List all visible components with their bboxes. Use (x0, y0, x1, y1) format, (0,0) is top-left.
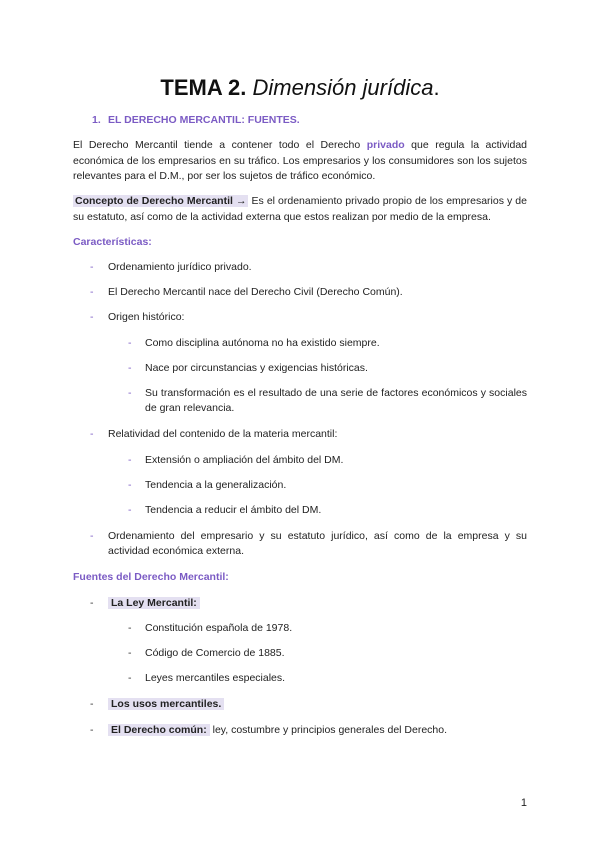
concept-text: Es el ordenamiento privado propio de los empresarios y de su estatuto, así como de la actividad externa que estos realizan por medio de la empresa. (73, 195, 527, 223)
list-item-text: Relatividad del contenido de la materia mercantil: (108, 428, 338, 440)
list-item (90, 697, 527, 712)
list-item (128, 478, 527, 493)
list-item-text: Como disciplina autónoma no ha existido siempre. (145, 337, 380, 349)
list-dash: - (90, 530, 94, 542)
list-item (128, 621, 527, 636)
title-period: . (433, 75, 440, 100)
list-dash: - (90, 597, 94, 609)
list-item-text: Tendencia a la generalización. (145, 479, 287, 491)
list-item-text: Ordenamiento del empresario y su estatuto jurídico, así como de la empresa y su actividad económica externa. (108, 530, 527, 557)
list-dash: - (128, 387, 132, 399)
list-item (128, 671, 527, 686)
page-number: 1 (520, 797, 527, 809)
section-label: EL DERECHO MERCANTIL: FUENTES. (108, 114, 300, 126)
characteristics-heading: Características: (73, 236, 152, 248)
list-dash: - (90, 724, 94, 736)
section-heading (92, 113, 300, 127)
list-dash: - (90, 261, 94, 273)
intro-accent-word: privado (366, 139, 405, 151)
list-item (128, 503, 527, 518)
list-item (128, 386, 527, 416)
list-item (90, 529, 527, 559)
list-dash: - (90, 286, 94, 298)
list-item (128, 453, 527, 468)
intro-paragraph (73, 138, 527, 185)
list-dash: - (128, 647, 132, 659)
source-highlight: Los usos mercantiles. (108, 698, 224, 710)
list-item (90, 285, 527, 300)
list-dash: - (128, 504, 132, 516)
sources-heading: Fuentes del Derecho Mercantil: (73, 571, 229, 583)
intro-text-after: que regula la actividad económica de los empresarios en su tráfico. Los empresarios y los consumidores son los sujetos relevantes para el D.M., por ser los sujetos de tráfico económico. (73, 139, 527, 182)
list-item-text: Ordenamiento jurídico privado. (108, 261, 252, 273)
list-item-text: Su transformación es el resultado de una serie de factores económicos y sociales de gran relevancia. (145, 387, 527, 414)
list-item-text: Leyes mercantiles especiales. (145, 672, 286, 684)
list-item-text: Código de Comercio de 1885. (145, 647, 285, 659)
list-item-text: Extensión o ampliación del ámbito del DM. (145, 454, 344, 466)
title-number: TEMA 2. (160, 75, 247, 100)
list-item (128, 336, 527, 351)
concept-paragraph (73, 194, 527, 225)
list-item-text: Nace por circunstancias y exigencias históricas. (145, 362, 368, 374)
list-dash: - (90, 311, 94, 323)
list-item-text: Constitución española de 1978. (145, 622, 293, 634)
list-dash: - (128, 479, 132, 491)
list-dash: - (128, 362, 132, 374)
list-dash: - (90, 428, 94, 440)
list-item (90, 723, 527, 738)
list-item (128, 646, 527, 661)
list-dash: - (128, 337, 132, 349)
list-item (128, 361, 527, 376)
list-item-text: Origen histórico: (108, 311, 185, 323)
list-item (90, 427, 527, 442)
list-item-text: ley, costumbre y principios generales del Derecho. (209, 724, 448, 736)
list-item-text: Tendencia a reducir el ámbito del DM. (145, 504, 322, 516)
list-dash: - (128, 672, 132, 684)
page-title (0, 74, 600, 102)
list-item (90, 310, 527, 325)
list-item (90, 596, 527, 611)
list-dash: - (90, 698, 94, 710)
concept-highlight: Concepto de Derecho Mercantil → (75, 195, 247, 207)
list-dash: - (128, 622, 132, 634)
list-item (90, 260, 527, 275)
list-item-text: El Derecho Mercantil nace del Derecho Civil (Derecho Común). (108, 286, 403, 298)
intro-text-before: El Derecho Mercantil tiende a contener todo el Derecho (73, 139, 367, 151)
title-topic: Dimensión jurídica (252, 75, 434, 100)
list-dash: - (128, 454, 132, 466)
source-highlight: La Ley Mercantil: (108, 597, 200, 609)
section-number: 1. (92, 114, 101, 126)
source-highlight: El Derecho común: (108, 724, 210, 736)
